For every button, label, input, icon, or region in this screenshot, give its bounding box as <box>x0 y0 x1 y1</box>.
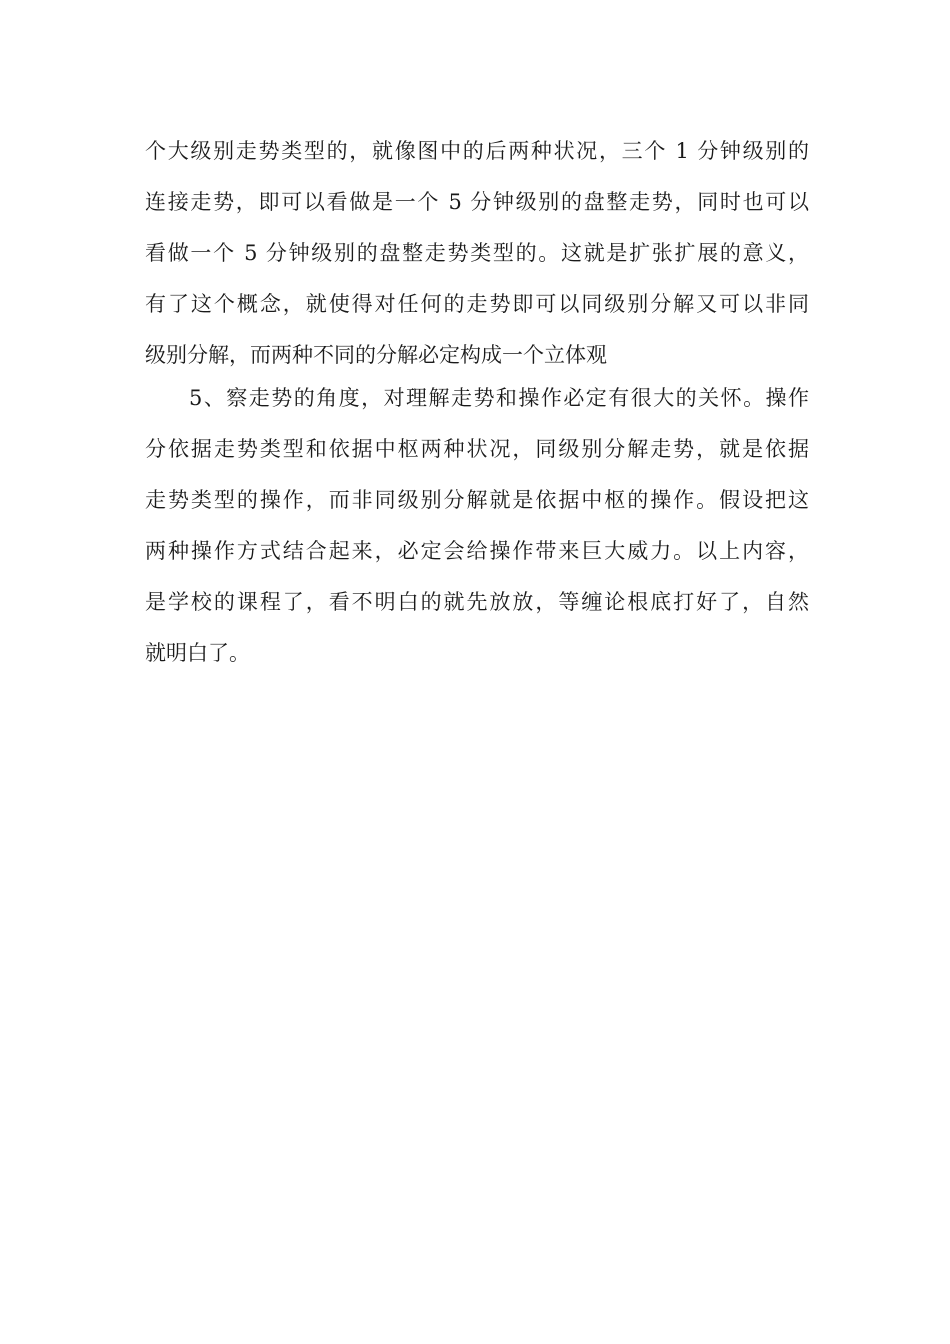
paragraph-line: 个大级别走势类型的，就像图中的后两种状况，三个 1 分钟级别的 <box>145 139 809 163</box>
paragraph-line: 就明白了。 <box>145 641 250 665</box>
paragraph-line: 分依据走势类型和依据中枢两种状况，同级别分解走势，就是依据 <box>145 437 809 461</box>
paragraph-line: 看做一个 5 分钟级别的盘整走势类型的。这就是扩张扩展的意义， <box>145 241 809 265</box>
paragraph-line: 5、察走势的角度，对理解走势和操作必定有很大的关怀。操作 <box>189 386 809 410</box>
paragraph-line: 级别分解，而两种不同的分解必定构成一个立体观 <box>145 343 607 367</box>
paragraph-line: 两种操作方式结合起来，必定会给操作带来巨大威力。以上内容， <box>145 539 809 563</box>
paragraph-1 <box>145 126 809 381</box>
paragraph-line: 是学校的课程了，看不明白的就先放放，等缠论根底打好了，自然 <box>145 590 809 614</box>
paragraph-line: 有了这个概念，就使得对任何的走势即可以同级别分解又可以非同 <box>145 292 809 316</box>
paragraph-2 <box>145 373 809 679</box>
paragraph-line: 连接走势，即可以看做是一个 5 分钟级别的盘整走势，同时也可以 <box>145 190 809 214</box>
paragraph-line: 走势类型的操作，而非同级别分解就是依据中枢的操作。假设把这 <box>145 488 809 512</box>
